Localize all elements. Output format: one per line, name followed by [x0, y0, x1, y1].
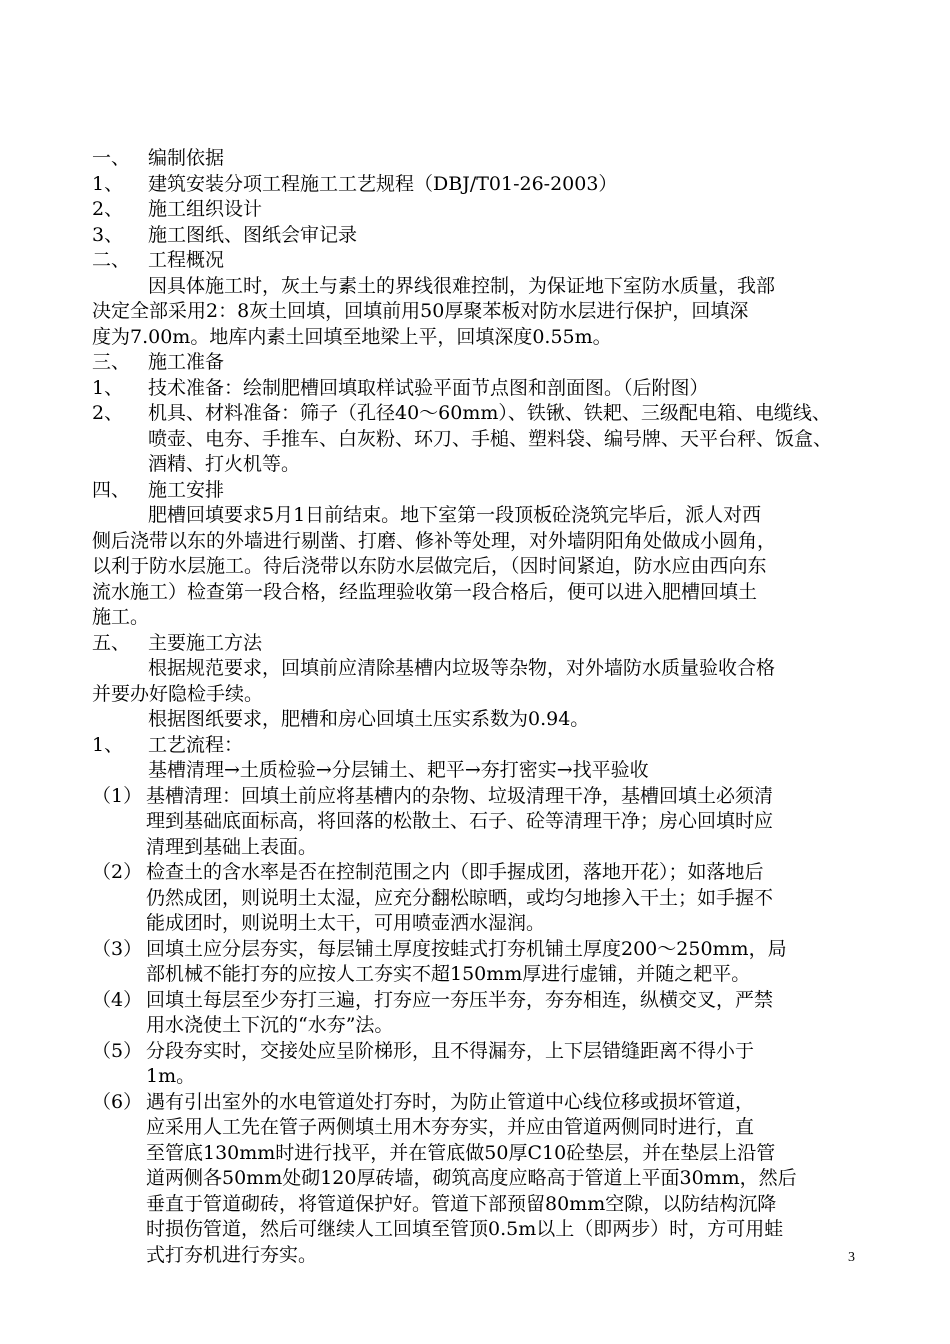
- line-text: 因具体施工时，灰土与素土的界线很难控制，为保证地下室防水质量，我部: [148, 274, 776, 297]
- text-line: [92, 1217, 872, 1243]
- text-line: [92, 1039, 872, 1065]
- text-line: [92, 886, 872, 912]
- line-text: 施工安排: [148, 478, 225, 501]
- line-text: 至管底130mm时进行找平，并在管底做50厚C10砼垫层，并在垫层上沿管: [146, 1141, 776, 1164]
- line-text: 式打夯机进行夯实。: [146, 1243, 318, 1266]
- line-text: 理到基础底面标高，将回落的松散土、石子、砼等清理干净；房心回填时应: [146, 810, 774, 832]
- text-line: [92, 580, 872, 606]
- item-number: 一、: [92, 147, 131, 169]
- text-line: [92, 478, 872, 504]
- line-text: 施工组织设计: [148, 198, 263, 220]
- item-number: （2）: [92, 861, 143, 883]
- line-text: 基槽清理→土质检验→分层铺土、耙平→夯打密实→找平验收: [148, 759, 649, 781]
- line-text: 分段夯实时，交接处应呈阶梯形，且不得漏夯，上下层错缝距离不得小于: [146, 1039, 755, 1062]
- text-line: [92, 529, 872, 555]
- text-line: [92, 1115, 872, 1141]
- text-line: [92, 427, 872, 453]
- text-line: [92, 146, 872, 172]
- item-number: 四、: [92, 478, 131, 501]
- item-number: （6）: [92, 1090, 143, 1113]
- text-line: [92, 631, 872, 657]
- line-text: 清理到基础上表面。: [146, 835, 318, 858]
- text-line: [92, 784, 872, 810]
- line-text: 仍然成团，则说明土太湿，应充分翻松晾晒，或均匀地掺入干土；如手握不: [146, 886, 774, 909]
- text-line: [92, 172, 872, 198]
- line-text: 流水施工）检查第一段合格，经监理验收第一段合格后，便可以进入肥槽回填土: [92, 580, 758, 603]
- text-line: [92, 274, 872, 300]
- text-line: [92, 1013, 872, 1039]
- line-text: 编制依据: [148, 147, 225, 169]
- item-number: 五、: [92, 631, 131, 654]
- text-line: [92, 605, 872, 631]
- text-line: [92, 682, 872, 708]
- text-line: [92, 248, 872, 274]
- text-line: [92, 503, 872, 529]
- line-text: 喷壶、电夯、手推车、白灰粉、环刀、手槌、塑料袋、编号牌、天平台秤、饭盒、: [148, 427, 833, 450]
- item-number: 2、: [92, 198, 124, 220]
- line-text: 酒精、打火机等。: [148, 453, 301, 475]
- text-line: [92, 962, 872, 988]
- line-text: 技术准备：绘制肥槽回填取样试验平面节点图和剖面图。（后附图）: [148, 376, 709, 399]
- text-line: [92, 223, 872, 249]
- line-text: 时损伤管道，然后可继续人工回填至管顶0.5m以上（即两步）时，方可用蛙: [146, 1218, 784, 1240]
- item-number: 1、: [92, 376, 124, 399]
- item-number: 二、: [92, 249, 131, 271]
- line-text: 根据规范要求，回填前应清除基槽内垃圾等杂物，对外墙防水质量验收合格: [148, 657, 776, 679]
- text-line: [92, 758, 872, 784]
- line-text: 工程概况: [148, 249, 225, 271]
- line-text: 根据图纸要求，肥槽和房心回填土压实系数为0.94。: [148, 708, 590, 730]
- line-text: 度为7.00m。地库内素土回填至地梁上平，回填深度0.55m。: [92, 325, 612, 348]
- text-line: [92, 452, 872, 478]
- text-line: [92, 1064, 872, 1090]
- line-text: 决定全部采用2：8灰土回填，回填前用50厚聚苯板对防水层进行保护，回填深: [92, 300, 749, 322]
- text-line: [92, 860, 872, 886]
- line-text: 以利于防水层施工。待后浇带以东防水层做完后，（因时间紧迫，防水应由西向东: [92, 555, 767, 577]
- text-line: [92, 656, 872, 682]
- line-text: 能成团时，则说明土太干，可用喷壶洒水湿润。: [146, 912, 546, 934]
- document-body: [92, 146, 872, 1268]
- line-text: 建筑安装分项工程施工工艺规程（DBJ/T01-26-2003）: [148, 172, 618, 195]
- line-text: 应采用人工先在管子两侧填土用木夯夯实，并应由管道两侧同时进行，直: [146, 1116, 755, 1138]
- line-text: 侧后浇带以东的外墙进行剔凿、打磨、修补等处理，对外墙阴阳角处做成小圆角，: [92, 529, 777, 552]
- text-line: [92, 809, 872, 835]
- item-number: 2、: [92, 402, 124, 424]
- line-text: 回填土每层至少夯打三遍，打夯应一夯压半夯，夯夯相连，纵横交叉，严禁: [146, 988, 774, 1011]
- line-text: 工艺流程：: [148, 733, 244, 756]
- text-line: [92, 350, 872, 376]
- text-line: [92, 376, 872, 402]
- item-number: （5）: [92, 1039, 143, 1062]
- line-text: 部机械不能打夯的应按人工夯实不超150mm厚进行虚铺，并随之耙平。: [146, 963, 751, 985]
- line-text: 1m。: [146, 1065, 196, 1087]
- text-line: [92, 299, 872, 325]
- text-line: [92, 197, 872, 223]
- line-text: 用水浇使土下沉的“水夯”法。: [146, 1014, 394, 1036]
- page-number: 3: [848, 1250, 855, 1265]
- line-text: 基槽清理：回填土前应将基槽内的杂物、垃圾清理干净，基槽回填土必须清: [146, 784, 774, 807]
- line-text: 机具、材料准备：筛子（孔径40～60mm）、铁锹、铁耙、三级配电箱、电缆线、: [148, 402, 831, 424]
- line-text: 施工图纸、图纸会审记录: [148, 223, 358, 246]
- line-text: 垂直于管道砌砖，将管道保护好。管道下部预留80mm空隙，以防结构沉降: [146, 1192, 777, 1215]
- text-line: [92, 1243, 872, 1269]
- line-text: 并要办好隐检手续。: [92, 682, 264, 705]
- item-number: 3、: [92, 223, 124, 246]
- item-number: 1、: [92, 172, 124, 195]
- text-line: [92, 554, 872, 580]
- text-line: [92, 1166, 872, 1192]
- item-number: （4）: [92, 988, 143, 1011]
- line-text: 主要施工方法: [148, 631, 263, 654]
- text-line: [92, 707, 872, 733]
- text-line: [92, 401, 872, 427]
- text-line: [92, 1192, 872, 1218]
- line-text: 肥槽回填要求5月1日前结束。地下室第一段顶板砼浇筑完毕后，派人对西: [148, 504, 762, 526]
- item-number: （3）: [92, 937, 143, 960]
- line-text: 遇有引出室外的水电管道处打夯时，为防止管道中心线位移或损坏管道，: [146, 1090, 755, 1113]
- text-line: [92, 835, 872, 861]
- item-number: （1）: [92, 784, 143, 807]
- text-line: [92, 988, 872, 1014]
- text-line: [92, 1141, 872, 1167]
- line-text: 检查土的含水率是否在控制范围之内（即手握成团，落地开花）；如落地后: [146, 861, 764, 883]
- text-line: [92, 911, 872, 937]
- line-text: 回填土应分层夯实，每层铺土厚度按蛙式打夯机铺土厚度200～250mm，局: [146, 937, 787, 960]
- text-line: [92, 733, 872, 759]
- item-number: 三、: [92, 351, 131, 373]
- item-number: 1、: [92, 733, 124, 756]
- line-text: 施工。: [92, 606, 150, 628]
- line-text: 施工准备: [148, 351, 225, 373]
- text-line: [92, 937, 872, 963]
- text-line: [92, 1090, 872, 1116]
- text-line: [92, 325, 872, 351]
- line-text: 道两侧各50mm处砌120厚砖墙，砌筑高度应略高于管道上平面30mm，然后: [146, 1167, 797, 1189]
